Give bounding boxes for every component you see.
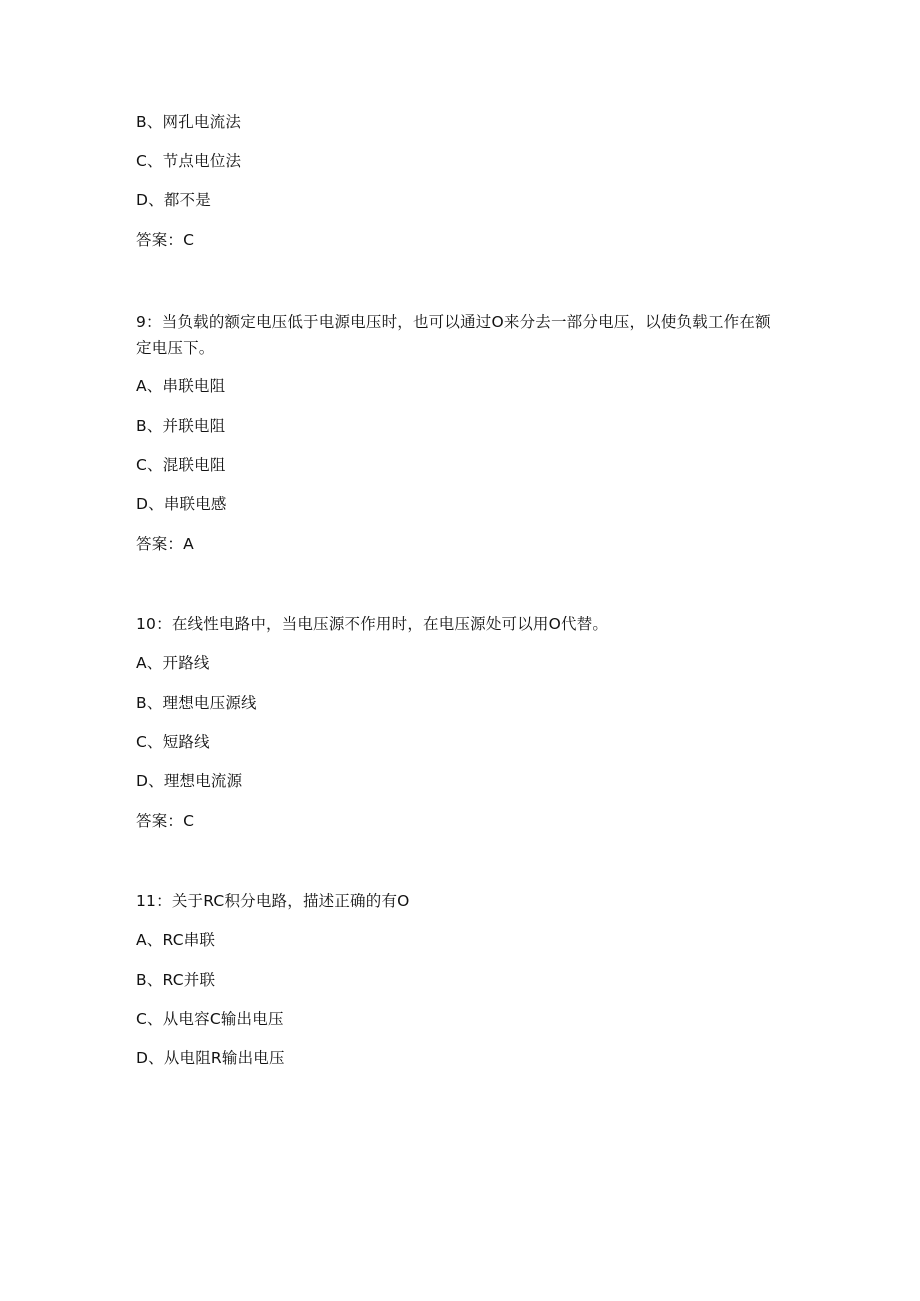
option-a: A、开路线 [136,654,210,672]
option-d: D、都不是 [136,191,211,209]
option-b: B、网孔电流法 [136,113,242,131]
option-c: C、混联电阻 [136,456,226,474]
option-c: C、短路线 [136,733,210,751]
question-text: 11：关于RC积分电路，描述正确的有O [136,892,410,910]
answer: 答案：A [136,535,194,553]
question-text: 10：在线性电路中，当电压源不作用时，在电压源处可以用O代替。 [136,615,609,633]
option-c: C、节点电位法 [136,152,242,170]
option-b: B、理想电压源线 [136,694,257,712]
option-a: A、RC串联 [136,931,216,949]
option-d: D、串联电感 [136,495,227,513]
option-d: D、理想电流源 [136,772,243,790]
answer: 答案：C [136,812,195,830]
question-text: 9：当负载的额定电压低于电源电压时，也可以通过O来分去一部分电压，以使负载工作在额定电压下。 [136,313,771,357]
option-c: C、从电容C输出电压 [136,1010,284,1028]
option-a: A、串联电阻 [136,377,226,395]
option-b: B、并联电阻 [136,417,226,435]
option-b: B、RC并联 [136,971,216,989]
answer: 答案：C [136,231,195,249]
option-d: D、从电阻R输出电压 [136,1049,285,1067]
